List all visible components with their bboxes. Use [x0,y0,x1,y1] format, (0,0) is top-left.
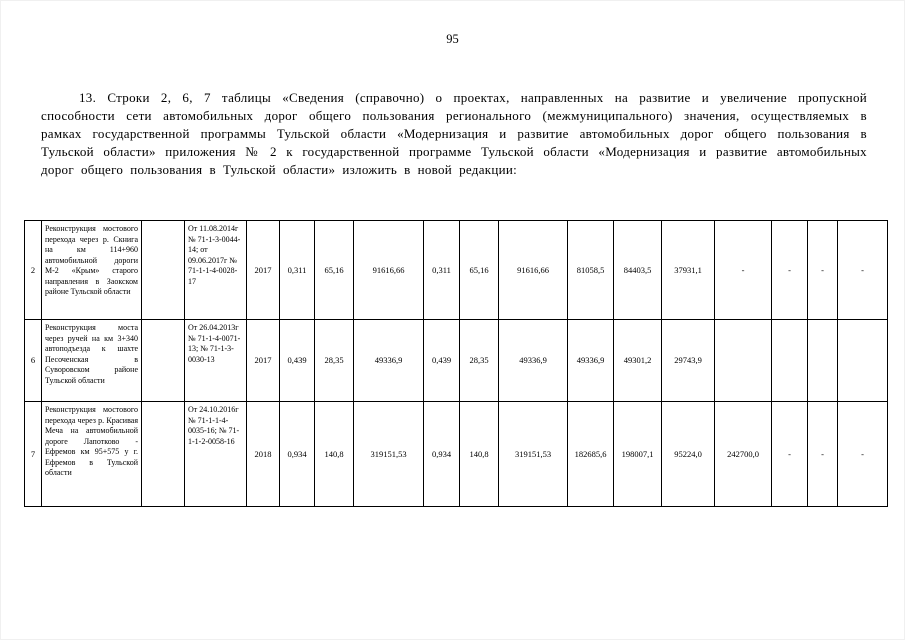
value-cell: 0,311 [424,221,460,320]
value-cell: - [838,402,888,507]
value-cell: 49336,9 [499,320,568,402]
value-cell: 49336,9 [568,320,614,402]
value-cell: 182685,6 [568,402,614,507]
year-cell: 2017 [247,221,280,320]
value-cell [772,320,808,402]
value-cell: 81058,5 [568,221,614,320]
value-cell: 198007,1 [614,402,662,507]
value-cell: 0,934 [424,402,460,507]
value-cell: 0,311 [280,221,315,320]
value-cell: 140,8 [460,402,499,507]
expertise-conclusion-cell: От 11.08.2014г № 71-1-3-0044-14; от 09.06.2017г № 71-1-1-4-0028-17 [185,221,247,320]
value-cell: 91616,66 [499,221,568,320]
value-cell: 0,439 [280,320,315,402]
value-cell: 28,35 [460,320,499,402]
amendment-paragraph: 13. Строки 2, 6, 7 таблицы «Сведения (справочно) о проектах, направленных на развитие и увеличение пропускной способности сети автомобильных дорог общего пользования регионального (межмуниципального) значения, осуществляемых в рамках государственной программы Тульской области «Модернизация и развитие автомобильных дорог общего пользования в Тульской области» приложения № 2 к государственной программе Тульской области «Модернизация и развитие автомобильных дорог общего пользования в Тульской области» изложить в новой редакции: [41,90,867,177]
value-cell: - [772,221,808,320]
page-number: 95 [446,32,459,46]
value-cell [808,320,838,402]
row-number-cell: 6 [25,320,42,402]
empty-cell [142,320,185,402]
value-cell: 91616,66 [354,221,424,320]
value-cell: 84403,5 [614,221,662,320]
row-number-cell: 2 [25,221,42,320]
value-cell: - [715,221,772,320]
value-cell: 37931,1 [662,221,715,320]
value-cell [715,320,772,402]
value-cell: 95224,0 [662,402,715,507]
year-cell: 2017 [247,320,280,402]
value-cell: 29743,9 [662,320,715,402]
value-cell: 242700,0 [715,402,772,507]
value-cell: 65,16 [460,221,499,320]
value-cell: 49336,9 [354,320,424,402]
table-row [25,221,888,320]
value-cell: 140,8 [315,402,354,507]
empty-cell [142,402,185,507]
projects-table [24,220,888,507]
expertise-conclusion-cell: От 26.04.2013г № 71-1-4-0071-13; № 71-1-3-0030-13 [185,320,247,402]
project-description-cell: Реконструкция мостового перехода через р. Красивая Меча на автомобильной дороге Лапотково - Ефремов км 95+575 у г. Ефремов в Тульской области [42,402,142,507]
value-cell: 0,439 [424,320,460,402]
row-number-cell: 7 [25,402,42,507]
value-cell: 319151,53 [499,402,568,507]
value-cell: 49301,2 [614,320,662,402]
value-cell: 65,16 [315,221,354,320]
value-cell: - [808,221,838,320]
table-row [25,320,888,402]
expertise-conclusion-cell: От 24.10.2016г № 71-1-1-4-0035-16; № 71-1-1-2-0058-16 [185,402,247,507]
value-cell: - [838,221,888,320]
project-description-cell: Реконструкция мостового перехода через р. Скнига на км 114+960 автомобильной дороги М-2 «Крым» старого направления в Заокском районе Тульской области [42,221,142,320]
value-cell: - [772,402,808,507]
value-cell: 0,934 [280,402,315,507]
project-description-cell: Реконструкция моста через ручей на км 3+340 автоподъезда к шахте Песоченская в Суворовском районе Тульской области [42,320,142,402]
year-cell: 2018 [247,402,280,507]
value-cell: 319151,53 [354,402,424,507]
value-cell: - [808,402,838,507]
value-cell: 28,35 [315,320,354,402]
table-row [25,402,888,507]
value-cell [838,320,888,402]
empty-cell [142,221,185,320]
